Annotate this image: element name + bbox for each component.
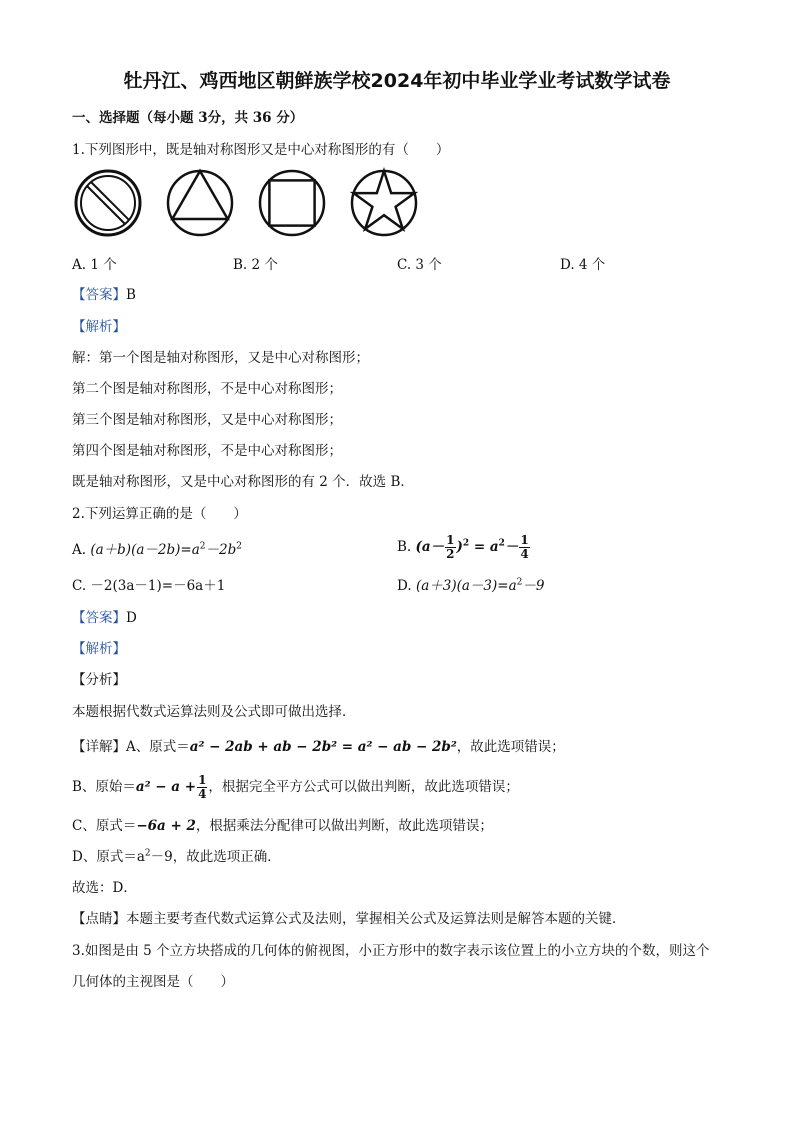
exponent: 2 [462, 538, 470, 549]
option-expression: －9 [522, 578, 545, 594]
q2-stem: 2.下列运算正确的是（ ） [72, 506, 247, 522]
option-expression: (a＋b)(a－2b)=a [90, 542, 200, 558]
section-heading: 一、选择题（每小题 3分，共 36 分） [72, 110, 304, 126]
denominator: 2 [446, 547, 455, 561]
circle-with-triangle-icon [164, 167, 236, 239]
detail-math: a² − 2ab + ab − 2b² = a² − ab − 2b² [189, 739, 457, 755]
option-expression: (a－ [415, 539, 445, 555]
q2-option-d [397, 576, 544, 596]
exponent: 2 [236, 541, 242, 552]
option-label: A. [72, 542, 91, 558]
detail-math: −6a + 2 [136, 818, 196, 834]
q2-detail-c [72, 816, 493, 836]
option-label: D. [397, 578, 416, 594]
q3-stem-line2: 几何体的主视图是（ ） [72, 974, 234, 990]
q1-analysis-line: 既是轴对称图形，又是中心对称图形的有 2 个．故选 B． [72, 474, 414, 490]
circle-with-square-icon [256, 167, 328, 239]
option-expression: ) [456, 539, 463, 555]
denominator: 4 [198, 787, 207, 801]
q2-dianjing [72, 909, 626, 929]
q1-analysis-line: 解：第一个图是轴对称图形，又是中心对称图形； [72, 350, 369, 366]
option-expression: －2b [205, 542, 237, 558]
exponent: 2 [199, 541, 206, 552]
circle-with-star-icon [348, 167, 420, 239]
q1-analysis-tag: 【解析】 [72, 319, 126, 335]
detail-prefix: B、原始＝ [72, 779, 136, 795]
option-label: B. [397, 539, 416, 555]
q2-detail-a [72, 737, 565, 757]
detail-suffix: ，根据乘法分配律可以做出判断，故此选项错误； [195, 818, 493, 834]
detail-suffix: ，根据完全平方公式可以做出判断，故此选项错误； [208, 779, 519, 795]
option-expression: － [504, 539, 519, 555]
numerator: 1 [446, 533, 455, 547]
q1-analysis-line: 第四个图是轴对称图形，不是中心对称图形； [72, 443, 342, 459]
circle-with-slash-icon [72, 167, 144, 239]
fraction [445, 534, 455, 561]
numerator: 1 [198, 773, 207, 787]
q1-option-a: A. 1 个 [72, 257, 117, 273]
detail-suffix: －9，故此选项正确． [150, 849, 281, 865]
denominator: 4 [520, 547, 529, 561]
detail-tag: 【详解】 [72, 739, 126, 755]
q2-detail-b [72, 770, 519, 804]
q3-stem-line1: 3.如图是由 5 个立方块搭成的几何体的俯视图，小正方形中的数字表示该位置上的小立方块的个数，则这个 [72, 943, 710, 959]
q2-option-a [72, 540, 242, 560]
q1-analysis-line: 第二个图是轴对称图形，不是中心对称图形； [72, 381, 342, 397]
numerator: 1 [520, 533, 529, 547]
exponent: 2 [144, 848, 151, 859]
exponent: 2 [498, 538, 505, 549]
exponent: 2 [516, 577, 523, 588]
q2-analysis-tag: 【解析】 [72, 641, 126, 657]
q1-answer [72, 285, 136, 305]
detail-prefix: C、原式＝ [72, 818, 137, 834]
dianjing-text: 本题主要考查代数式运算公式及法则，掌握相关公式及运算法则是解答本题的关键． [126, 911, 626, 927]
q1-option-c: C. 3 个 [397, 257, 442, 273]
q2-conclusion: 故选：D． [72, 880, 137, 896]
q2-option-c: C. －2(3a－1)=－6a＋1 [72, 578, 226, 594]
option-expression: (a＋3)(a－3)=a [415, 578, 517, 594]
fraction [197, 774, 207, 801]
fraction [519, 534, 529, 561]
detail-math: a² − a + [135, 779, 197, 795]
detail-prefix: D、原式＝a [72, 849, 145, 865]
answer-value: D [126, 610, 137, 626]
answer-tag: 【答案】 [72, 287, 126, 303]
q1-stem: 1.下列图形中，既是轴对称图形又是中心对称图形的有（ ） [72, 142, 450, 158]
q2-fenxi-tag: 【分析】 [72, 672, 126, 688]
q2-detail-d [72, 847, 281, 867]
dianjing-tag: 【点睛】 [72, 911, 126, 927]
detail-suffix: ，故此选项错误； [456, 739, 565, 755]
q1-option-d: D. 4 个 [560, 257, 606, 273]
q2-answer [72, 608, 137, 628]
q2-fenxi-text: 本题根据代数式运算法则及公式即可做出选择． [72, 704, 356, 720]
q2-option-b [397, 530, 531, 564]
answer-value: B [126, 287, 136, 303]
answer-tag: 【答案】 [72, 610, 126, 626]
detail-prefix: A、原式＝ [126, 739, 190, 755]
exam-title: 牡丹江、鸡西地区朝鲜族学校2024年初中毕业学业考试数学试卷 [123, 70, 671, 92]
q1-analysis-line: 第三个图是轴对称图形，又是中心对称图形； [72, 412, 342, 428]
q1-option-b: B. 2 个 [233, 257, 278, 273]
option-expression: = a [469, 539, 499, 555]
